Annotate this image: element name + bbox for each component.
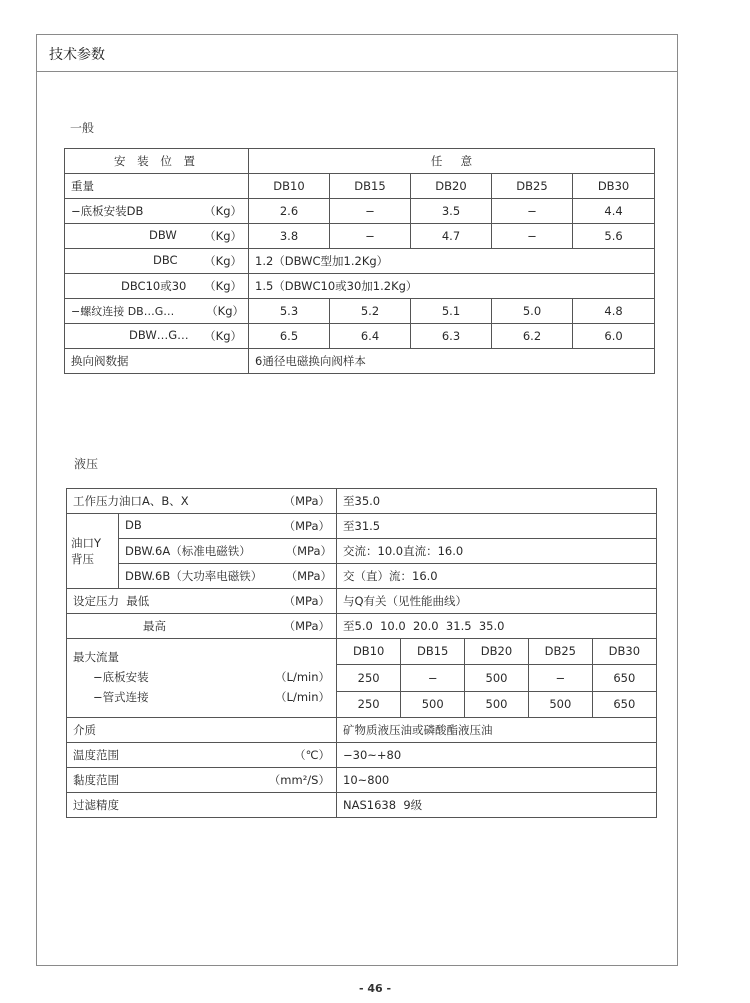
back-pressure-label-line2: 背压	[71, 552, 94, 566]
size-header: DB15	[401, 639, 465, 664]
table-row	[65, 224, 655, 249]
row-label	[65, 224, 249, 249]
span-value: 1.5（DBWC10或30加1.2Kg）	[249, 274, 655, 299]
cell-value: 650	[592, 664, 656, 691]
row-unit: （L/min）	[275, 670, 330, 684]
size-header: DB20	[465, 639, 529, 664]
row-value: −30~+80	[337, 743, 657, 768]
cell-value: 3.5	[411, 199, 492, 224]
row-label	[119, 564, 337, 589]
cell-value: −	[492, 199, 573, 224]
row-unit: （mm²/S）	[268, 773, 330, 787]
cell-value: 650	[592, 691, 656, 717]
table-row	[337, 664, 656, 691]
size-header: DB10	[337, 639, 401, 664]
install-position-label: 安 装 位 置	[65, 149, 249, 174]
row-unit: （MPa）	[285, 544, 332, 558]
row-unit: （MPa）	[283, 619, 330, 633]
max-flow-label: 最大流量	[73, 650, 119, 664]
row-label	[65, 274, 249, 299]
row-value: 交（直）流：16.0	[337, 564, 657, 589]
row-label	[67, 768, 337, 793]
cell-value: −	[528, 664, 592, 691]
row-label	[119, 539, 337, 564]
cell-value: 6.2	[492, 324, 573, 349]
cell-value: −	[492, 224, 573, 249]
table-row	[65, 349, 655, 374]
row-label-text: 工作压力油口A、B、X	[73, 494, 189, 508]
cell-value: 5.2	[330, 299, 411, 324]
row-label	[67, 614, 337, 639]
max-flow-table	[337, 639, 656, 717]
row-label	[65, 199, 249, 224]
row-value: 至31.5	[337, 514, 657, 539]
table-row	[337, 691, 656, 717]
table-row	[67, 718, 657, 743]
row-value: 10~800	[337, 768, 657, 793]
row-label	[65, 324, 249, 349]
size-header: DB30	[573, 174, 655, 199]
cell-value: 6.4	[330, 324, 411, 349]
row-label-text: −底板安装DB	[71, 204, 144, 218]
cell-value: 250	[337, 664, 401, 691]
row-label-text: DB	[125, 518, 142, 532]
row-value: NAS1638 9级	[337, 793, 657, 818]
cell-value: 5.3	[249, 299, 330, 324]
row-label	[67, 743, 337, 768]
row-label	[67, 489, 337, 514]
page-number: - 46 -	[358, 982, 392, 995]
cell-value: −	[330, 199, 411, 224]
row-label-text: DBW.6A（标准电磁铁）	[125, 544, 251, 558]
table-row	[67, 768, 657, 793]
size-header: DB25	[528, 639, 592, 664]
row-label-text: 黏度范围	[73, 773, 119, 787]
weight-label: 重量	[65, 174, 249, 199]
row-unit: （MPa）	[283, 494, 330, 508]
cell-value: 6.3	[411, 324, 492, 349]
cell-value: 500	[465, 691, 529, 717]
general-section-label: 一般	[70, 121, 95, 135]
row-value: 矿物质液压油或磷酸酯液压油	[337, 718, 657, 743]
hydraulic-section-label: 液压	[74, 457, 99, 471]
table-row	[337, 639, 656, 664]
table-row	[65, 324, 655, 349]
cell-value: 2.6	[249, 199, 330, 224]
row-label	[65, 249, 249, 274]
hydraulic-table	[66, 488, 657, 818]
max-flow-values-cell	[337, 639, 657, 718]
row-unit: （MPa）	[285, 569, 332, 583]
table-row	[65, 274, 655, 299]
table-row	[67, 793, 657, 818]
table-row	[67, 514, 657, 539]
table-row	[67, 564, 657, 589]
row-value: 与Q有关（见性能曲线）	[337, 589, 657, 614]
table-row	[65, 299, 655, 324]
row-label-text: DBW…G…	[129, 328, 189, 342]
cell-value: 4.4	[573, 199, 655, 224]
cell-value: 3.8	[249, 224, 330, 249]
cell-value: 5.1	[411, 299, 492, 324]
cell-value: 4.8	[573, 299, 655, 324]
back-pressure-label	[67, 514, 119, 589]
row-label-text: −底板安装	[93, 670, 149, 684]
table-row	[67, 589, 657, 614]
max-flow-row-label	[73, 667, 330, 687]
row-value: 至35.0	[337, 489, 657, 514]
max-flow-label-cell	[67, 639, 337, 718]
row-label-text: −管式连接	[93, 690, 149, 704]
table-row	[65, 249, 655, 274]
row-label-text: 设定压力 最低	[73, 594, 150, 608]
row-unit: （Kg）	[204, 329, 242, 343]
cell-value: 6.0	[573, 324, 655, 349]
table-row	[67, 639, 657, 718]
row-unit: （℃）	[294, 748, 330, 762]
row-label	[65, 299, 249, 324]
cell-value: −	[330, 224, 411, 249]
row-label: 介质	[67, 718, 337, 743]
cell-value: 250	[337, 691, 401, 717]
row-unit: （Kg）	[204, 229, 242, 243]
page-title: 技术参数	[49, 47, 105, 63]
size-header: DB25	[492, 174, 573, 199]
table-row	[67, 614, 657, 639]
row-value: 至5.0 10.0 20.0 31.5 35.0	[337, 614, 657, 639]
cell-value: 500	[465, 664, 529, 691]
row-label-text: 温度范围	[73, 748, 119, 762]
table-row	[65, 174, 655, 199]
table-row	[65, 149, 655, 174]
size-header: DB30	[592, 639, 656, 664]
row-label-text: DBW.6B（大功率电磁铁）	[125, 569, 263, 583]
row-unit: （MPa）	[283, 519, 330, 533]
cell-value: 5.0	[492, 299, 573, 324]
size-header: DB10	[249, 174, 330, 199]
row-label-text: DBC10或30	[121, 279, 187, 293]
row-label-text: DBC	[153, 253, 178, 267]
row-unit: （Kg）	[204, 279, 242, 293]
row-unit: （Kg）	[206, 304, 244, 318]
row-value: 交流：10.0直流：16.0	[337, 539, 657, 564]
cell-value: 500	[401, 691, 465, 717]
row-label-text: −螺纹连接 DB…G…	[71, 305, 175, 318]
cell-value: 5.6	[573, 224, 655, 249]
cell-value: 500	[528, 691, 592, 717]
back-pressure-label-line1: 油口Y	[71, 536, 102, 550]
install-position-value: 任 意	[249, 149, 655, 174]
valve-data-label: 换向阀数据	[65, 349, 249, 374]
row-label-text: 最高	[143, 619, 166, 633]
row-label	[67, 589, 337, 614]
valve-data-value: 6通径电磁换向阀样本	[249, 349, 655, 374]
cell-value: 4.7	[411, 224, 492, 249]
cell-value: −	[401, 664, 465, 691]
row-unit: （Kg）	[204, 254, 242, 268]
row-unit: （Kg）	[204, 204, 242, 218]
span-value: 1.2（DBWC型加1.2Kg）	[249, 249, 655, 274]
size-header: DB20	[411, 174, 492, 199]
cell-value: 6.5	[249, 324, 330, 349]
row-unit: （MPa）	[283, 594, 330, 608]
table-row	[65, 199, 655, 224]
max-flow-row-label	[73, 687, 330, 707]
row-label	[119, 514, 337, 539]
table-row	[67, 489, 657, 514]
row-label: 过滤精度	[67, 793, 337, 818]
table-row	[67, 539, 657, 564]
row-label-text: DBW	[149, 228, 177, 242]
page-header	[37, 35, 677, 72]
size-header: DB15	[330, 174, 411, 199]
row-unit: （L/min）	[275, 690, 330, 704]
general-table	[64, 148, 655, 374]
table-row	[67, 743, 657, 768]
